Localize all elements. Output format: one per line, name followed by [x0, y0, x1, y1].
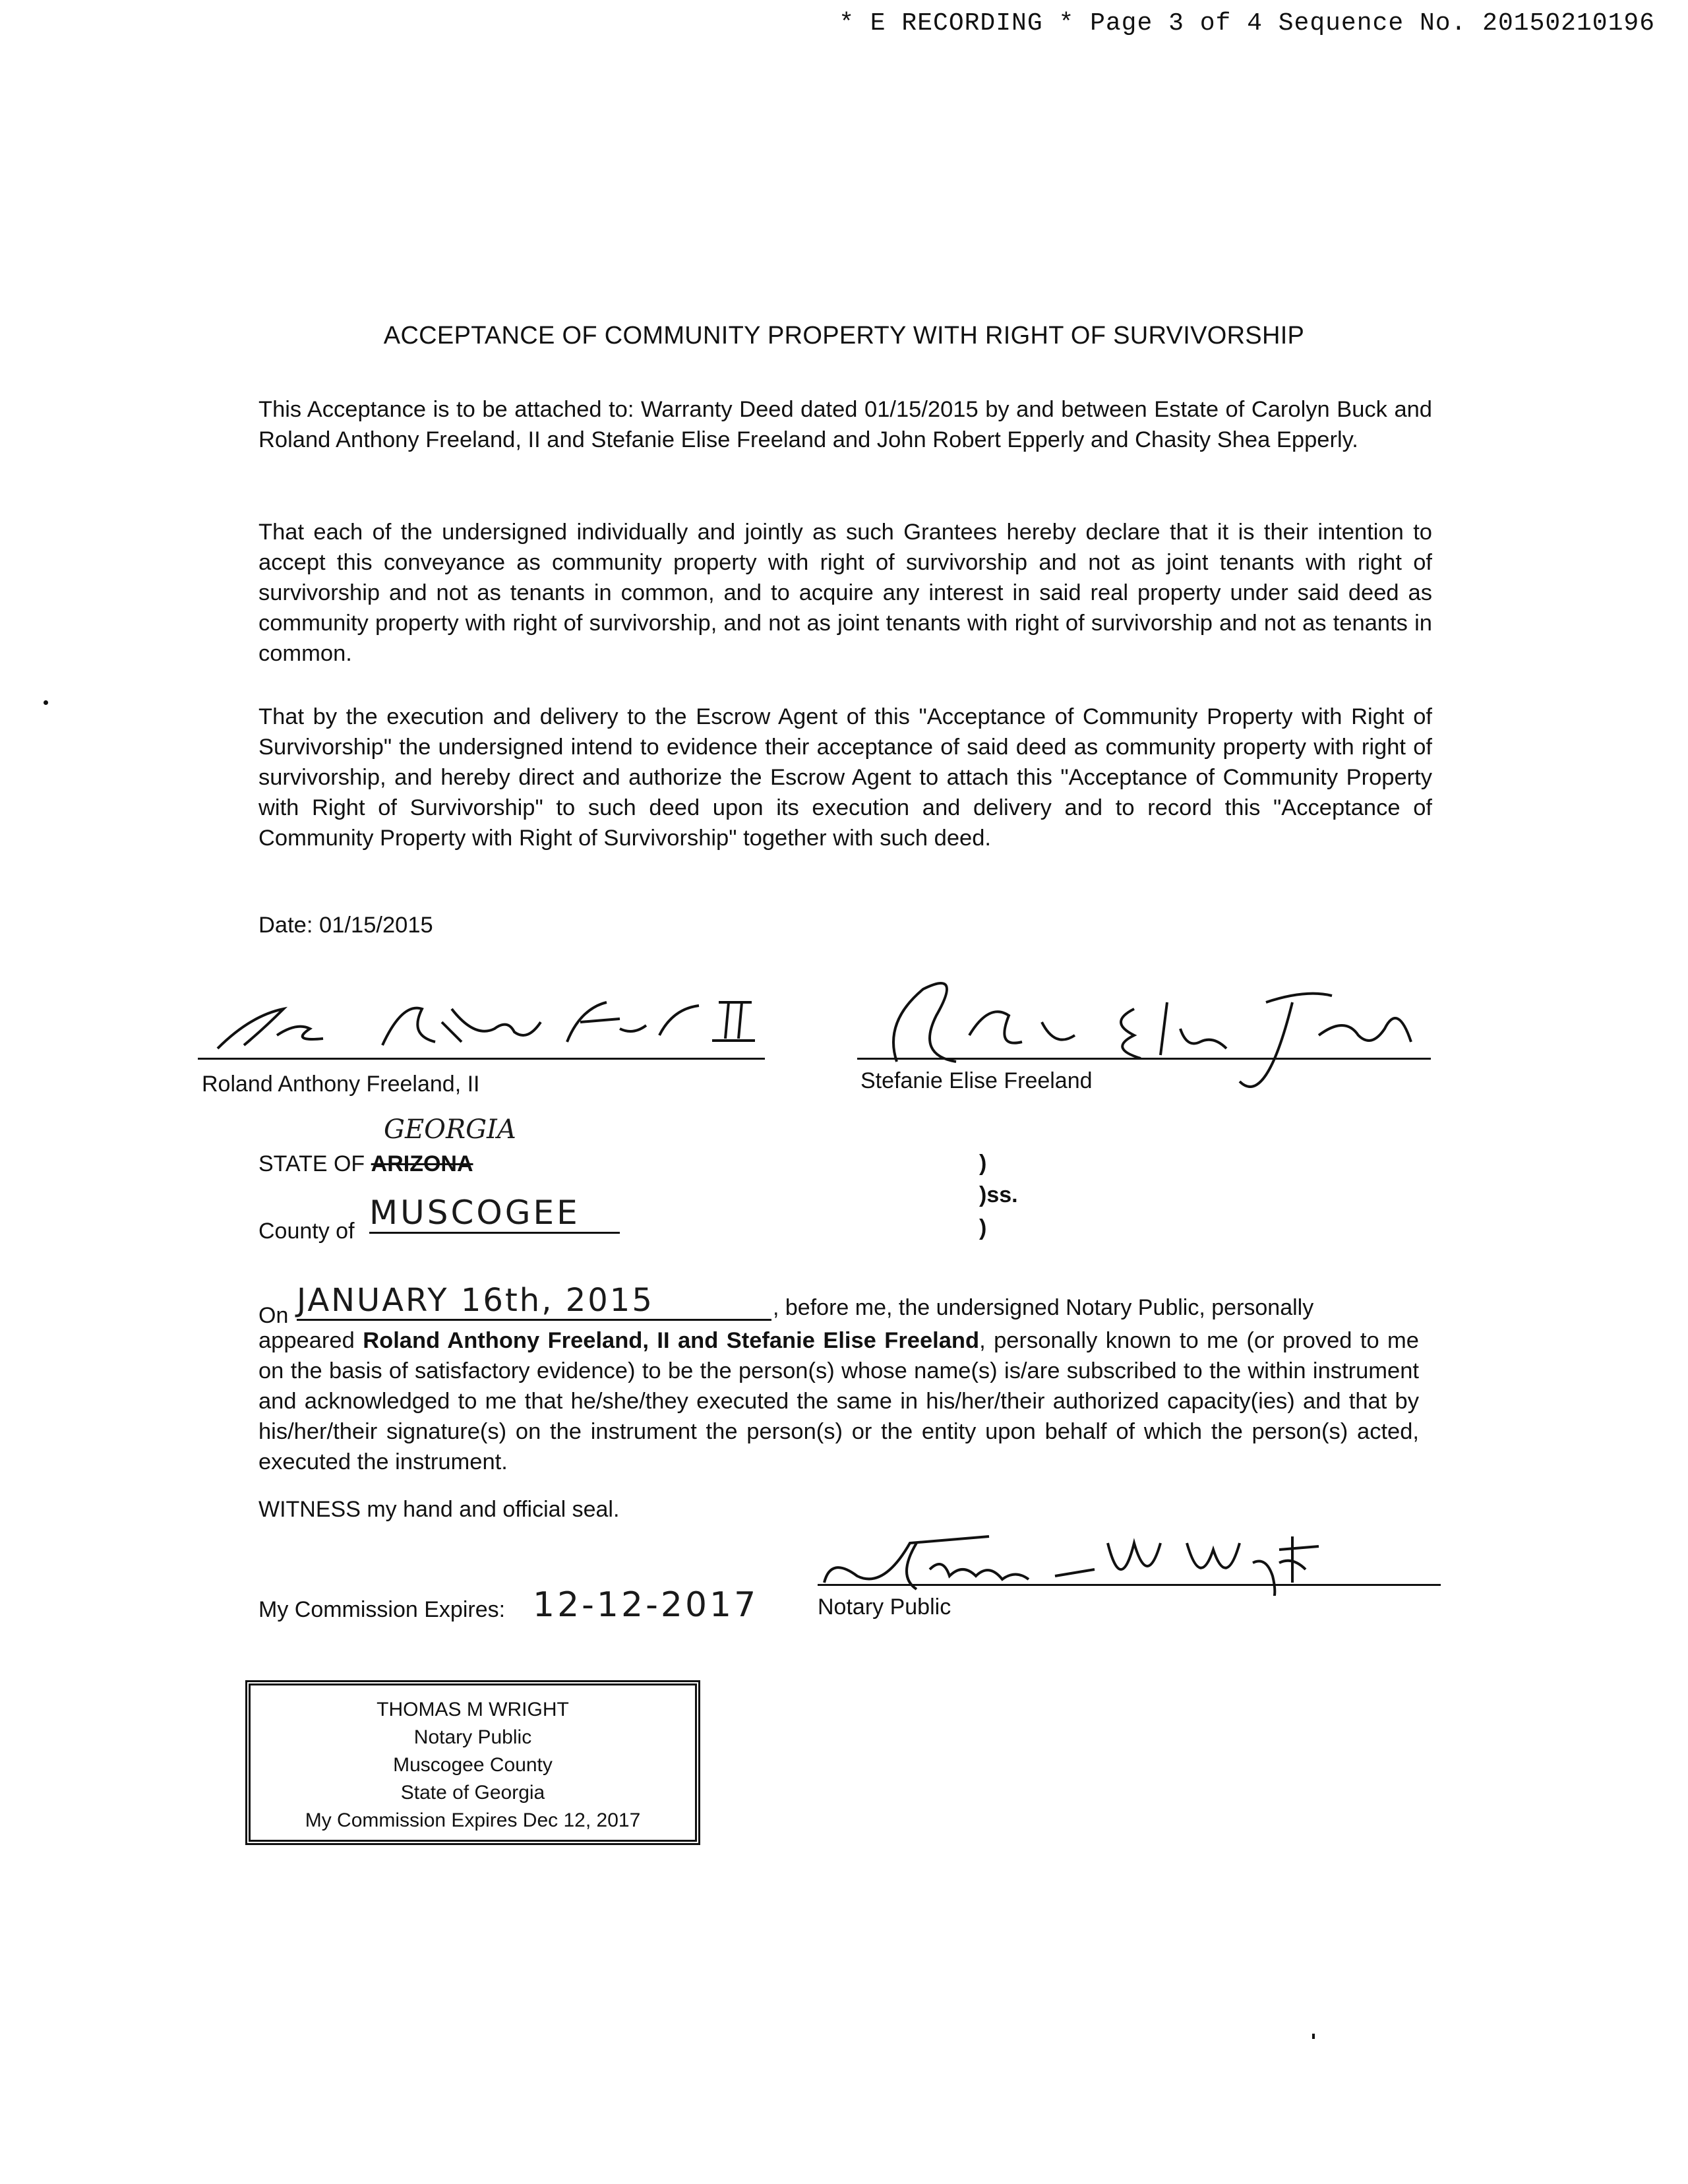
venue-bracket-1: ): [979, 1151, 987, 1176]
acknowledgment-remainder: , personally known to me (or proved to me on the basis of satisfactory evidence) to be the person(s) whose name(s) is/are subscribed to the within instrument and acknowledged to me that he/she/they executed the same in his/her/their authorized capacity(ies) and that by his/her/their signature(s) on the instrument the person(s) or the entity upon behalf of which the person(s) acted, executed the instrument.: [258, 1328, 1419, 1474]
on-label: On: [258, 1303, 289, 1328]
acknowledgment-body: [258, 1325, 1419, 1477]
seal-line-state: State of Georgia: [400, 1782, 545, 1804]
acknowledgment-text-after-date: , before me, the undersigned Notary Public, personally: [773, 1295, 1314, 1320]
county-handwritten: MUSCOGEE: [369, 1194, 620, 1234]
state-label-text: STATE OF: [258, 1151, 365, 1176]
commission-handwritten: 12-12-2017: [533, 1585, 759, 1625]
signature-line-stefanie: [857, 1058, 1431, 1060]
paragraph-declaration: That each of the undersigned individually and jointly as such Grantees hereby declare that it is their intention to accept this conveyance as community property with right of survivorship and not as joint tenants with right of survivorship and not as tenants in common, and to acquire any interest in said real property under said deed as community property with right of survivorship, and not as joint tenants with right of survivorship and not as tenants in common.: [258, 520, 1432, 666]
notary-public-label: Notary Public: [818, 1594, 951, 1620]
signature-line-roland: [198, 1058, 765, 1060]
state-label: [258, 1151, 473, 1177]
commission-label: My Commission Expires:: [258, 1597, 506, 1622]
paragraph-attachment: This Acceptance is to be attached to: Warranty Deed dated 01/15/2015 by and between Estate of Carolyn Buck and Roland Anthony Freeland, II and Stefanie Elise Freeland and John Robert Epperly and Chasity Shea Epperly.: [258, 397, 1432, 452]
seal-line-name: THOMAS M WRIGHT: [377, 1699, 569, 1720]
acknowledgment-date-handwritten: JANUARY 16th, 2015: [297, 1282, 771, 1321]
state-printed-struck: ARIZONA: [371, 1151, 473, 1176]
venue-bracket-ss: )ss.: [979, 1182, 1018, 1207]
recording-header: * E RECORDING * Page 3 of 4 Sequence No. 20150210196: [839, 9, 1655, 38]
scan-speck: [1312, 2034, 1315, 2039]
notary-seal-stamp: [245, 1680, 700, 1845]
signature-roland-graphic: [198, 983, 778, 1062]
appeared-names: Roland Anthony Freeland, II and Stefanie Elise Freeland: [363, 1328, 980, 1353]
county-label: County of: [258, 1219, 355, 1244]
notary-signature-line: [818, 1584, 1441, 1586]
signature-roland: [198, 983, 778, 1062]
state-handwritten: GEORGIA: [384, 1114, 516, 1145]
seal-line-title: Notary Public: [413, 1726, 532, 1748]
scan-speck: [44, 700, 48, 705]
paragraph-execution: That by the execution and delivery to the Escrow Agent of this "Acceptance of Community Property with Right of Survivorship" the undersigned intend to evidence their acceptance of said deed as community property with right of survivorship, and hereby direct and authorize the Escrow Agent to attach this "Acceptance of Community Property with Right of Survivorship" to such deed upon its execution and delivery and to record this "Acceptance of Community Property with Right of Survivorship" together with such deed.: [258, 704, 1432, 851]
seal-line-expiry: My Commission Expires Dec 12, 2017: [305, 1809, 641, 1831]
date-line: Date: 01/15/2015: [258, 913, 433, 938]
signer-name-stefanie: Stefanie Elise Freeland: [860, 1068, 1093, 1093]
document-title: ACCEPTANCE OF COMMUNITY PROPERTY WITH RIGHT OF SURVIVORSHIP: [383, 322, 1305, 349]
venue-bracket-3: ): [979, 1215, 987, 1240]
signer-name-roland: Roland Anthony Freeland, II: [202, 1072, 480, 1097]
seal-line-county: Muscogee County: [393, 1754, 553, 1776]
witness-line: WITNESS my hand and official seal.: [258, 1497, 620, 1522]
notary-seal-text: [251, 1696, 695, 1835]
appeared-label: appeared: [258, 1328, 355, 1353]
